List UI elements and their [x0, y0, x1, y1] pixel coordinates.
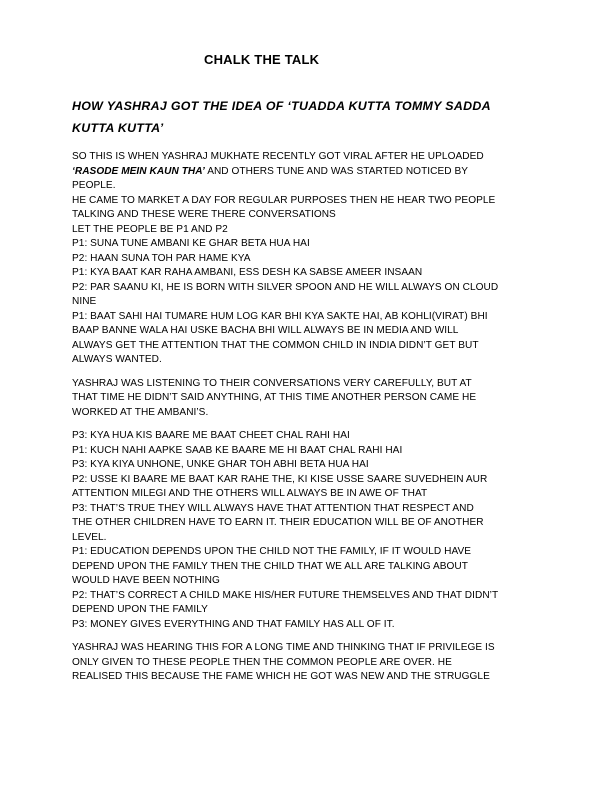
text-line: LET THE PEOPLE BE P1 AND P2: [72, 223, 228, 235]
paragraph-gap: [72, 420, 540, 429]
dialogue-line: LEVEL.: [72, 531, 107, 543]
text-line: TALKING AND THESE WERE THERE CONVERSATIONS: [72, 209, 336, 220]
text-fragment: AND OTHERS TUNE AND WAS STARTED NOTICED BY: [204, 165, 469, 177]
paragraph-dialogue: [72, 429, 540, 632]
text-line: PEOPLE.: [72, 180, 116, 191]
dialogue-line: ALWAYS GET THE ATTENTION THAT THE COMMON CHILD IN INDIA DIDN’T GET BUT: [72, 339, 479, 351]
dialogue-line: DEPEND UPON THE FAMILY THEN THE CHILD THAT WE ALL ARE TALKING ABOUT: [72, 560, 468, 572]
dialogue-line: NINE: [72, 296, 97, 307]
heading-line: KUTTA KUTTA’: [72, 121, 164, 135]
dialogue-line: P2: USSE KI BAARE ME BAAT KAR RAHE THE, KI KISE USSE SAARE SUVEDHEIN AUR: [72, 473, 488, 485]
dialogue-line: WOULD HAVE BEEN NOTHING: [72, 575, 220, 586]
text-line: [72, 165, 540, 180]
dialogue-line: P3: MONEY GIVES EVERYTHING AND THAT FAMILY HAS ALL OF IT.: [72, 618, 395, 630]
text-line: THAT TIME HE DIDN’T SAID ANYTHING, AT THIS TIME ANOTHER PERSON CAME HE: [72, 392, 477, 403]
dialogue-line: P1: KUCH NAHI AAPKE SAAB KE BAARE ME HI BAAT CHAL RAHI HAI: [72, 444, 403, 456]
dialogue-line: ALWAYS WANTED.: [72, 354, 162, 365]
dialogue-line: P1: SUNA TUNE AMBANI KE GHAR BETA HUA HAI: [72, 238, 310, 249]
text-line: REALISED THIS BECAUSE THE FAME WHICH HE GOT WAS NEW AND THE STRUGGLE: [72, 671, 490, 682]
text-line: SO THIS IS WHEN YASHRAJ MUKHATE RECENTLY GOT VIRAL AFTER HE UPLOADED: [72, 151, 484, 162]
dialogue-line: P3: KYA KIYA UNHONE, UNKE GHAR TOH ABHI BETA HUA HAI: [72, 459, 369, 470]
dialogue-line: P2: PAR SAANU KI, HE IS BORN WITH SILVER SPOON AND HE WILL ALWAYS ON CLOUD: [72, 281, 499, 293]
text-line: YASHRAJ WAS HEARING THIS FOR A LONG TIME AND THINKING THAT IF PRIVILEGE IS: [72, 642, 495, 653]
text-line: YASHRAJ WAS LISTENING TO THEIR CONVERSATIONS VERY CAREFULLY, BUT AT: [72, 377, 472, 389]
dialogue-line: P1: BAAT SAHI HAI TUMARE HUM LOG KAR BHI KYA SAKTE HAI, AB KOHLI(VIRAT) BHI: [72, 310, 488, 322]
text-line: HE CAME TO MARKET A DAY FOR REGULAR PURPOSES THEN HE HEAR TWO PEOPLE: [72, 194, 496, 206]
paragraph-realisation: [72, 641, 540, 685]
dialogue-line: DEPEND UPON THE FAMILY: [72, 604, 208, 615]
heading-line: HOW YASHRAJ GOT THE IDEA OF ‘TUADDA KUTTA TOMMY SADDA: [72, 99, 491, 113]
dialogue-line: P2: THAT’S CORRECT A CHILD MAKE HIS/HER FUTURE THEMSELVES AND THAT DIDN’T: [72, 589, 499, 601]
song-title-emphasis: ‘RASODE MEIN KAUN THA’: [72, 165, 205, 177]
dialogue-line: P1: KYA BAAT KAR RAHA AMBANI, ESS DESH KA SABSE AMEER INSAAN: [72, 267, 423, 278]
paragraph-intro: [72, 150, 540, 368]
dialogue-line: BAAP BANNE WALA HAI USKE BACHA BHI WILL ALWAYS BE IN MEDIA AND WILL: [72, 325, 459, 336]
dialogue-line: THE OTHER CHILDREN HAVE TO EARN IT. THEIR EDUCATION WILL BE OF ANOTHER: [72, 517, 484, 528]
text-line: ONLY GIVEN TO THESE PEOPLE THEN THE COMMON PEOPLE ARE OVER. HE: [72, 656, 452, 668]
document-title: CHALK THE TALK: [204, 52, 320, 67]
dialogue-line: P3: THAT’S TRUE THEY WILL ALWAYS HAVE THAT ATTENTION THAT RESPECT AND: [72, 502, 474, 514]
article-body: [72, 150, 540, 685]
dialogue-line: ATTENTION MILEGI AND THE OTHERS WILL ALWAYS BE IN AWE OF THAT: [72, 488, 428, 499]
paragraph-gap: [72, 632, 540, 641]
paragraph-gap: [72, 368, 540, 377]
text-line: WORKED AT THE AMBANI’S.: [72, 406, 209, 418]
paragraph-listening: [72, 377, 540, 421]
article-heading: [72, 95, 542, 139]
dialogue-line: P3: KYA HUA KIS BAARE ME BAAT CHEET CHAL RAHI HAI: [72, 430, 350, 441]
dialogue-line: P2: HAAN SUNA TOH PAR HAME KYA: [72, 252, 251, 264]
dialogue-line: P1: EDUCATION DEPENDS UPON THE CHILD NOT THE FAMILY, IF IT WOULD HAVE: [72, 546, 472, 557]
